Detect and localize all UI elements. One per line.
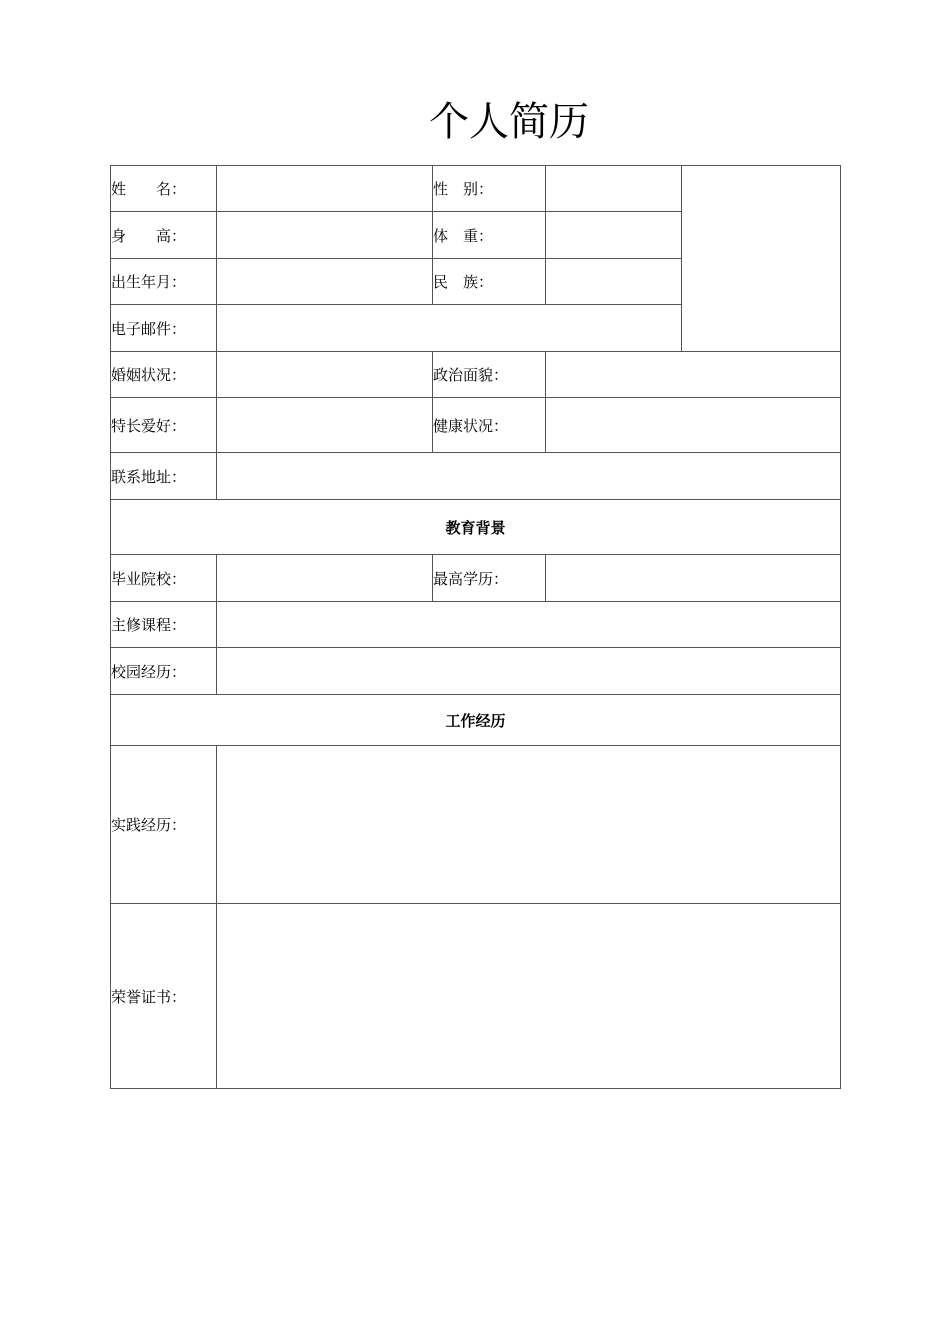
row-hobbies	[111, 398, 841, 453]
ethnicity-label: 民 族：	[433, 259, 546, 305]
ethnicity-field[interactable]	[546, 259, 682, 305]
height-label: 身 高：	[111, 212, 217, 259]
practice-field[interactable]	[217, 746, 841, 904]
email-label: 电子邮件：	[111, 305, 217, 352]
health-label: 健康状况：	[433, 398, 546, 453]
row-address	[111, 453, 841, 500]
name-label: 姓 名：	[111, 166, 217, 212]
birth-field[interactable]	[217, 259, 433, 305]
work-section-title: 工作经历	[111, 695, 841, 746]
hobbies-field[interactable]	[217, 398, 433, 453]
address-label: 联系地址：	[111, 453, 217, 500]
hobbies-label: 特长爱好：	[111, 398, 217, 453]
resume-table	[110, 165, 841, 1089]
row-name	[111, 166, 841, 212]
weight-field[interactable]	[546, 212, 682, 259]
marital-label: 婚姻状况：	[111, 352, 217, 398]
health-field[interactable]	[546, 398, 841, 453]
row-practice	[111, 746, 841, 904]
email-field[interactable]	[217, 305, 682, 352]
political-field[interactable]	[546, 352, 841, 398]
school-field[interactable]	[217, 555, 433, 602]
honors-label: 荣誉证书：	[111, 904, 217, 1089]
row-courses	[111, 602, 841, 648]
campus-label: 校园经历：	[111, 648, 217, 695]
political-label: 政治面貌：	[433, 352, 546, 398]
row-honors	[111, 904, 841, 1089]
gender-label: 性 别：	[433, 166, 546, 212]
weight-label: 体 重：	[433, 212, 546, 259]
row-work-header	[111, 695, 841, 746]
honors-field[interactable]	[217, 904, 841, 1089]
photo-box[interactable]	[682, 166, 841, 352]
gender-field[interactable]	[546, 166, 682, 212]
marital-field[interactable]	[217, 352, 433, 398]
degree-label: 最高学历：	[433, 555, 546, 602]
courses-label: 主修课程：	[111, 602, 217, 648]
address-field[interactable]	[217, 453, 841, 500]
height-field[interactable]	[217, 212, 433, 259]
row-education-header	[111, 500, 841, 555]
row-marital	[111, 352, 841, 398]
degree-field[interactable]	[546, 555, 841, 602]
birth-label: 出生年月：	[111, 259, 217, 305]
school-label: 毕业院校：	[111, 555, 217, 602]
row-campus	[111, 648, 841, 695]
courses-field[interactable]	[217, 602, 841, 648]
name-field[interactable]	[217, 166, 433, 212]
education-section-title: 教育背景	[111, 500, 841, 555]
row-school	[111, 555, 841, 602]
page-title: 个人简历	[429, 99, 589, 145]
campus-field[interactable]	[217, 648, 841, 695]
practice-label: 实践经历：	[111, 746, 217, 904]
